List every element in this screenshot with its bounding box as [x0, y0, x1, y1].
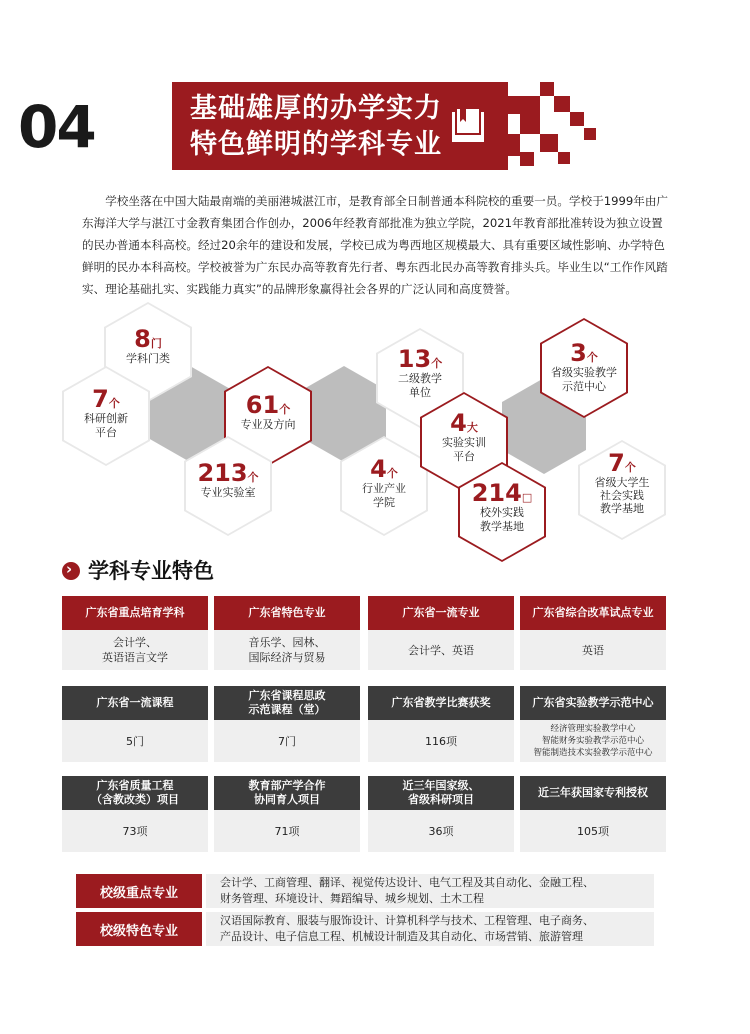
card-body: 105项: [520, 810, 666, 852]
card-head: 广东省质量工程 （含教改类）项目: [62, 776, 208, 810]
stat-labs: 213个 专业实验室: [197, 459, 259, 499]
stat-research-platforms: 7个 科研创新 平台: [84, 385, 128, 439]
stat-discipline-categories: 8门 学科门类: [126, 325, 170, 365]
card-body: 音乐学、园林、 国际经济与贸易: [214, 630, 360, 670]
card-body: 会计学、 英语语言文学: [62, 630, 208, 670]
stat-external-bases: 214□ 校外实践 教学基地: [471, 479, 533, 533]
book-icon: [450, 106, 486, 144]
chevron-right-icon: ›: [62, 562, 80, 580]
chapter-number: 04: [18, 93, 95, 161]
card-head: 近三年国家级、 省级科研项目: [368, 776, 514, 810]
table-label-key-majors: 校级重点专业: [76, 874, 202, 908]
stat-social-practice-bases: 7个 省级大学生 社会实践 教学基地: [594, 449, 650, 515]
card-body: 英语: [520, 630, 666, 670]
stat-industry-colleges: 4个 行业产业 学院: [362, 455, 406, 509]
stat-training-platforms: 4大 实验实训 平台: [442, 409, 486, 463]
stat-teaching-units: 13个 二级教学 单位: [397, 345, 443, 399]
card-head: 教育部产学合作 协同育人项目: [214, 776, 360, 810]
card-head: 广东省一流课程: [62, 686, 208, 720]
card-head: 广东省重点培育学科: [62, 596, 208, 630]
card-head: 广东省特色专业: [214, 596, 360, 630]
card-head: 广东省实验教学示范中心: [520, 686, 666, 720]
card-head: 近三年获国家专利授权: [520, 776, 666, 810]
header-title-line1: 基础雄厚的办学实力: [190, 93, 442, 124]
table-label-feature-majors: 校级特色专业: [76, 912, 202, 946]
card-body: 经济管理实验教学中心 智能财务实验教学示范中心 智能制造技术实验教学示范中心: [520, 720, 666, 762]
table-value-key-majors: 会计学、工商管理、翻译、视觉传达设计、电气工程及其自动化、金融工程、 财务管理、环境设计、舞蹈编导、城乡规划、土木工程: [206, 874, 654, 908]
card-body: 71项: [214, 810, 360, 852]
card-body: 73项: [62, 810, 208, 852]
card-head: 广东省一流专业: [368, 596, 514, 630]
card-body: 5门: [62, 720, 208, 762]
card-body: 116项: [368, 720, 514, 762]
card-head: 广东省课程思政 示范课程（堂）: [214, 686, 360, 720]
card-body: 36项: [368, 810, 514, 852]
card-body: 7门: [214, 720, 360, 762]
stat-majors: 61个 专业及方向: [240, 391, 296, 431]
header-title-line2: 特色鲜明的学科专业: [190, 129, 442, 160]
card-head: 广东省综合改革试点专业: [520, 596, 666, 630]
section-title: 学科专业特色: [88, 559, 214, 583]
card-body: 会计学、英语: [368, 630, 514, 670]
header-divider: [166, 82, 172, 170]
intro-paragraph: 学校坐落在中国大陆最南端的美丽港城湛江市，是教育部全日制普通本科院校的重要一员。学校于1999年由广东海洋大学与湛江寸金教育集团合作创办，2006年经教育部批准为独立学院，2021年教育部批准转设为独立设置的民办普通本科高校。经过20余年的建设和发展，学校已成为粤西地区规模最大、具有重要区域性影响、办学特色鲜明的民办本科高校。学校被誉为广东民办高等教育先行者、粤东西北民办高等教育排头兵。毕业生以“工作作风踏实、理论基础扎实、实践能力真实”的品牌形象赢得社会各界的广泛认同和高度赞誉。: [82, 194, 669, 296]
stat-demo-centers: 3个 省级实验教学 示范中心: [551, 339, 617, 393]
card-head: 广东省教学比赛获奖: [368, 686, 514, 720]
table-value-feature-majors: 汉语国际教育、服装与服饰设计、计算机科学与技术、工程管理、电子商务、 产品设计、电子信息工程、机械设计制造及其自动化、市场营销、旅游管理: [206, 912, 654, 946]
